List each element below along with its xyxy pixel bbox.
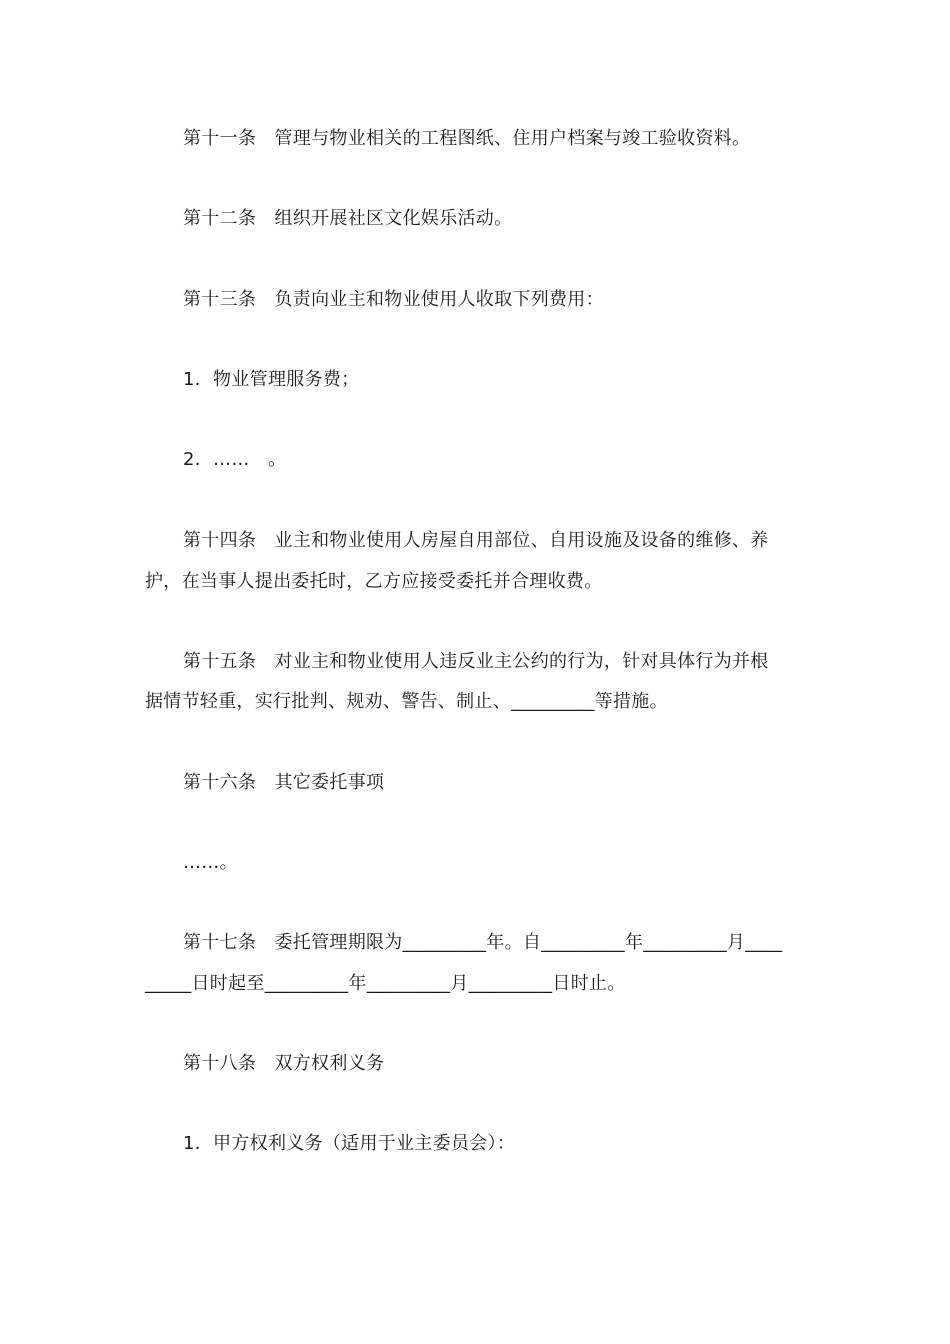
article-11: 第十一条 管理与物业相关的工程图纸、住用户档案与竣工验收资料。 (183, 128, 751, 149)
article-17-line-2: _____日时起至_________年_________月_________日时止。 (145, 973, 626, 994)
list-item-2: 2．…… 。 (183, 449, 287, 470)
article-14-line-2: 护，在当事人提出委托时，乙方应接受委托并合理收费。 (145, 571, 603, 592)
article-15-line-2: 据情节轻重，实行批判、规劝、警告、制止、_________等措施。 (145, 691, 668, 712)
article-17-line-1: 第十七条 委托管理期限为_________年。自_________年_________月____ (183, 932, 783, 953)
article-18: 第十八条 双方权利义务 (183, 1053, 385, 1074)
article-15-line-1: 第十五条 对业主和物业使用人违反业主公约的行为，针对具体行为并根 (183, 651, 769, 672)
article-13: 第十三条 负责向业主和物业使用人收取下列费用： (183, 289, 604, 310)
list-item-1: 1．物业管理服务费； (183, 369, 360, 390)
article-12: 第十二条 组织开展社区文化娱乐活动。 (183, 208, 513, 229)
ellipsis-line: ……。 (183, 852, 238, 873)
party-a-heading: 1．甲方权利义务（适用于业主委员会）： (183, 1133, 516, 1154)
article-16: 第十六条 其它委托事项 (183, 772, 385, 793)
article-14-line-1: 第十四条 业主和物业使用人房屋自用部位、自用设施及设备的维修、养 (183, 530, 769, 551)
